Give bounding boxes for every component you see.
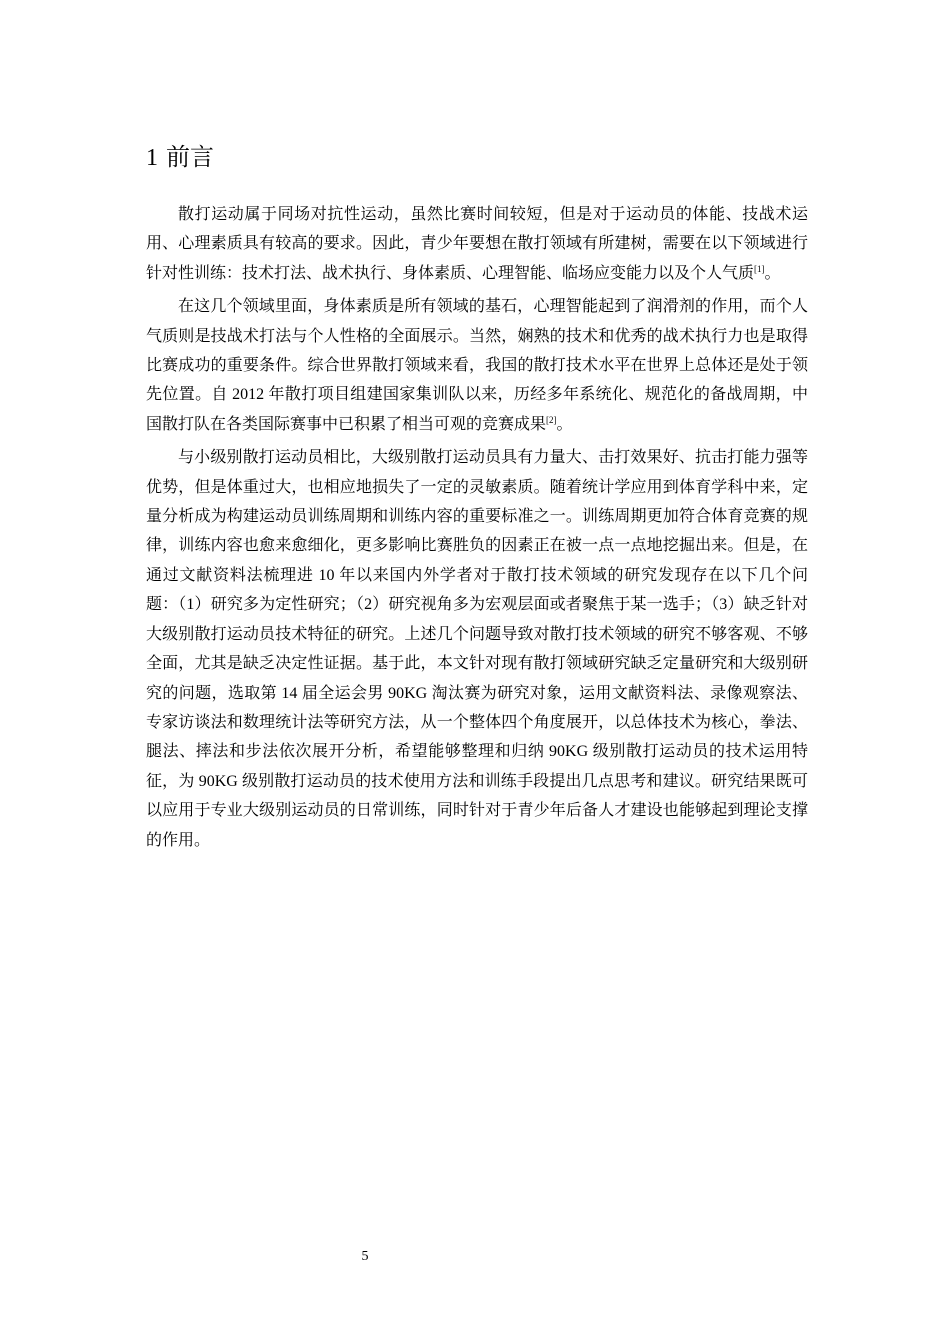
citation-marker: [1]: [754, 263, 765, 274]
paragraph-text: 散打运动属于同场对抗性运动，虽然比赛时间较短，但是对于运动员的体能、技战术运用、心理素质具有较高的要求。因此，青少年要想在散打领域有所建树，需要在以下领域进行针对性训练：技术打法、战术执行、身体素质、心理智能、临场应变能力以及个人气质: [146, 206, 808, 282]
paragraph-text: 在这几个领域里面，身体素质是所有领域的基石，心理智能起到了润滑剂的作用，而个人气质则是技战术打法与个人性格的全面展示。当然，娴熟的技术和优秀的战术执行力也是取得比赛成功的重要条件。综合世界散打领域来看，我国的散打技术水平在世界上总体还是处于领先位置。自 2012 年散打项目组建国家集训队以来，历经多年系统化、规范化的备战周期，中国散打队在各类国际赛事中已积累了相当可观的竞赛成果: [146, 298, 808, 433]
paragraph-text: 与小级别散打运动员相比，大级别散打运动员具有力量大、击打效果好、抗击打能力强等优势，但是体重过大，也相应地损失了一定的灵敏素质。随着统计学应用到体育学科中来，定量分析成为构建运动员训练周期和训练内容的重要标准之一。训练周期更加符合体育竞赛的规律，训练内容也愈来愈细化，更多影响比赛胜负的因素正在被一点一点地挖掘出来。但是，在通过文献资料法梳理进 10 年以来国内外学者对于散打技术领域的研究发现存在以下几个问题：（1）研究多为定性研究；（2）研究视角多为宏观层面或者聚焦于某一选手；（3）缺乏针对大级别散打运动员技术特征的研究。上述几个问题导致对散打技术领域的研究不够客观、不够全面，尤其是缺乏决定性证据。基于此，本文针对现有散打领域研究缺乏定量研究和大级别研究的问题，选取第 14 届全运会男 90KG 淘汰赛为研究对象，运用文献资料法、录像观察法、专家访谈法和数理统计法等研究方法，从一个整体四个角度展开，以总体技术为核心，拳法、腿法、摔法和步法依次展开分析，希望能够整理和归纳 90KG 级别散打运动员的技术运用特征，为 90KG 级别散打运动员的技术使用方法和训练手段提出几点思考和建议。研究结果既可以应用于专业大级别运动员的日常训练，同时针对于青少年后备人才建设也能够起到理论支撑的作用。: [146, 449, 808, 849]
citation-marker: [2]: [546, 414, 557, 425]
section-number: 1: [146, 145, 158, 171]
paragraph-tail: 。: [556, 415, 573, 433]
section-title: 前言: [166, 145, 214, 171]
paragraph-1: [146, 200, 808, 288]
section-heading: [146, 143, 214, 173]
body-text: [146, 200, 808, 855]
paragraph-3: [146, 443, 808, 855]
page-number: 5: [361, 1249, 369, 1264]
paragraph-2: [146, 292, 808, 439]
paragraph-tail: 。: [764, 264, 781, 282]
